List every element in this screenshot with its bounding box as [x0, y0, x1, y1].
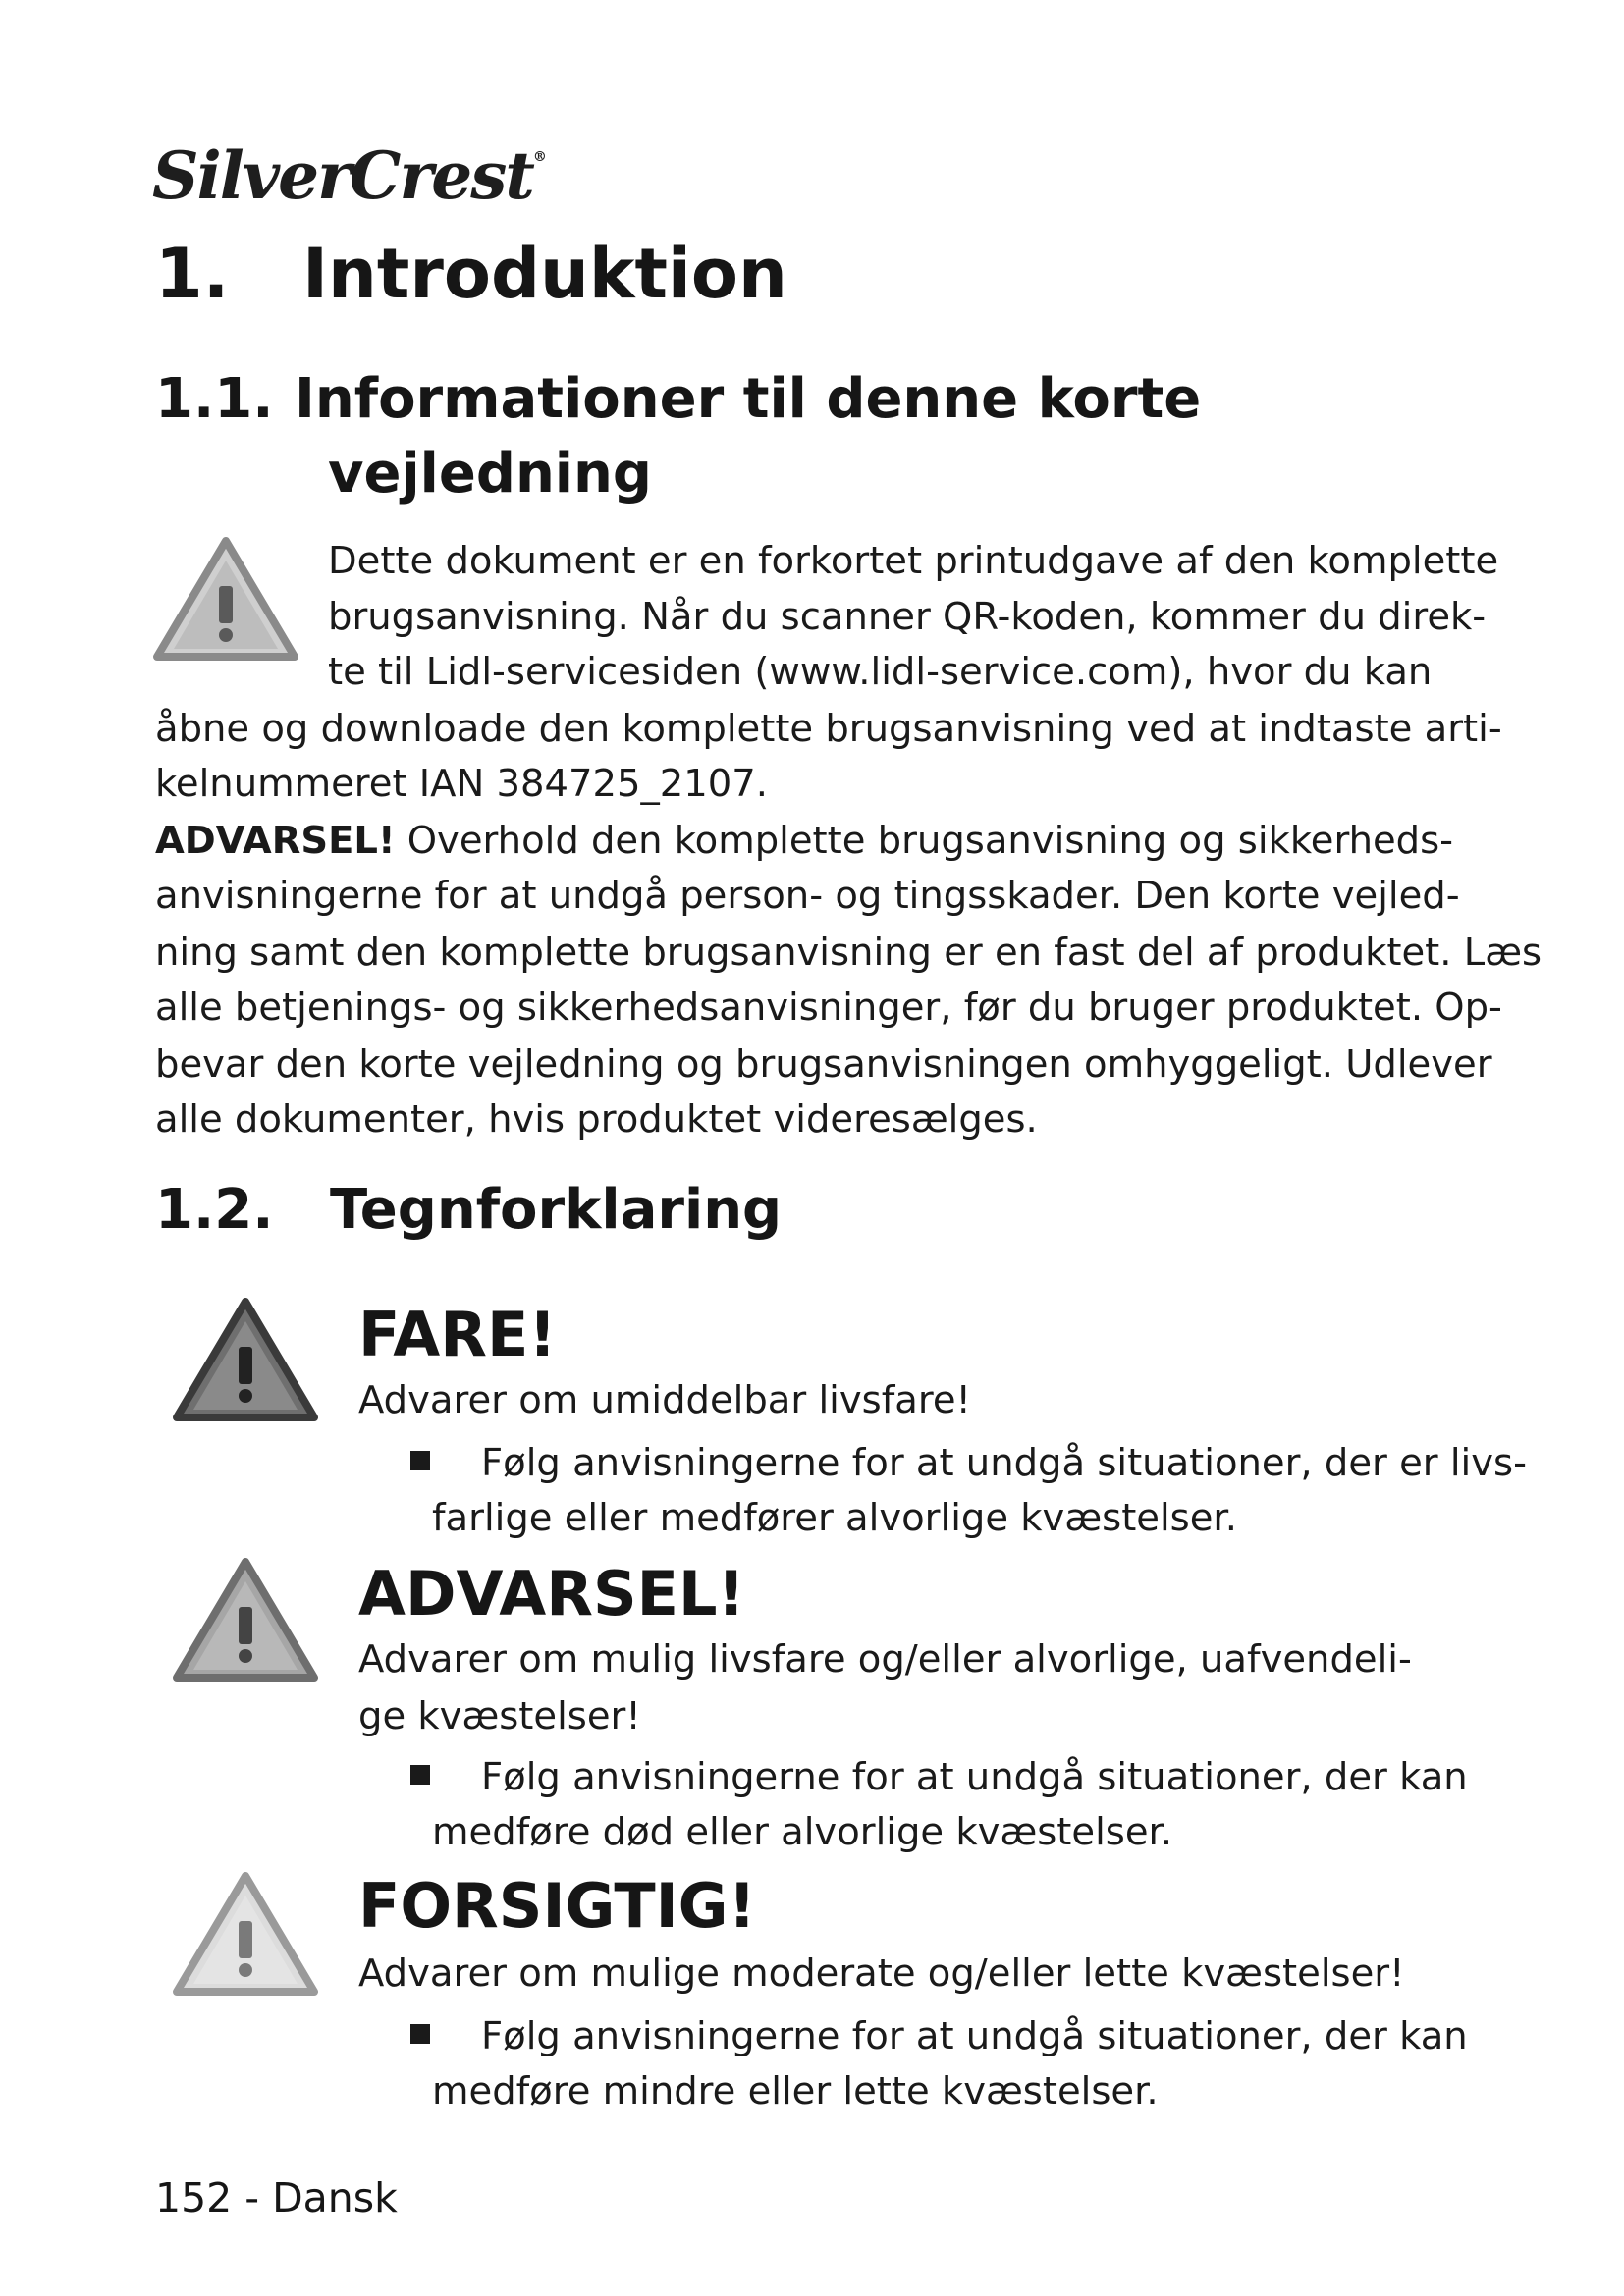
warning-line-2: anvisningerne for at undgå person- og tingsskader. Den korte vejled- — [155, 874, 1460, 918]
warning-line-1 — [155, 813, 1453, 869]
square-bullet-icon — [410, 2024, 430, 2044]
registered-mark: ® — [532, 149, 545, 165]
danger-triangle-icon — [172, 1296, 319, 1423]
signal-desc-fare: Advarer om umiddelbar livsfare! — [358, 1378, 971, 1422]
signal-desc-advarsel-line2: ge kvæstelser! — [358, 1694, 641, 1738]
signal-bullet-forsigtig-line1: Følg anvisningerne for at undgå situationer, der kan — [481, 2014, 1468, 2058]
warning-line-4: alle betjenings- og sikkerhedsanvisninger, før du bruger produktet. Op- — [155, 986, 1502, 1030]
section-1-2-title: Tegnforklaring — [330, 1178, 783, 1242]
intro-line-5: kelnummeret IAN 384725_2107. — [155, 762, 768, 806]
section-1-title: Introduktion — [302, 234, 787, 314]
signal-title-forsigtig: FORSIGTIG! — [358, 1870, 756, 1942]
warning-line-6: alle dokumenter, hvis produktet videresælges. — [155, 1097, 1038, 1142]
warning-line-5: bevar den korte vejledning og brugsanvisningen omhyggeligt. Udlever — [155, 1042, 1492, 1087]
square-bullet-icon — [410, 1451, 430, 1470]
section-1-1-number: 1.1. — [155, 367, 274, 431]
warning-triangle-icon — [152, 535, 299, 663]
section-1-number: 1. — [155, 234, 230, 314]
signal-desc-forsigtig: Advarer om mulige moderate og/eller lette kvæstelser! — [358, 1951, 1405, 1996]
section-1-1-title-line1: Informationer til denne korte — [295, 367, 1202, 431]
section-1-2-heading — [155, 1178, 782, 1242]
signal-bullet-forsigtig-line2: medføre mindre eller lette kvæstelser. — [432, 2069, 1159, 2113]
signal-title-advarsel: ADVARSEL! — [358, 1558, 745, 1629]
section-1-1-title-line2: vejledning — [328, 442, 652, 506]
signal-bullet-advarsel-line2: medføre død eller alvorlige kvæstelser. — [432, 1810, 1173, 1854]
brand-name: SilverCrest — [152, 137, 533, 214]
section-1-1-heading — [155, 367, 1201, 431]
signal-bullet-fare-line1: Følg anvisningerne for at undgå situationer, der er livs- — [481, 1441, 1527, 1485]
intro-line-1: Dette dokument er en forkortet printudgave af den komplette — [328, 539, 1499, 583]
intro-line-4: åbne og downloade den komplette brugsanvisning ved at indtaste arti- — [155, 707, 1502, 751]
page-number: 152 - Dansk — [155, 2174, 398, 2221]
signal-bullet-advarsel-line1: Følg anvisningerne for at undgå situationer, der kan — [481, 1755, 1468, 1799]
signal-bullet-fare-line2: farlige eller medfører alvorlige kvæstelser. — [432, 1496, 1237, 1540]
signal-desc-advarsel-line1: Advarer om mulig livsfare og/eller alvorlige, uafvendeli- — [358, 1637, 1412, 1682]
warning-lead: ADVARSEL! — [155, 819, 396, 863]
section-1-2-number: 1.2. — [155, 1178, 274, 1242]
warning-line-3: ning samt den komplette brugsanvisning er en fast del af produktet. Læs — [155, 931, 1543, 975]
warning-line-1-text: Overhold den komplette brugsanvisning og sikkerheds- — [395, 819, 1454, 863]
intro-line-3: te til Lidl-servicesiden (www.lidl-service.com), hvor du kan — [328, 650, 1433, 694]
signal-title-fare: FARE! — [358, 1299, 557, 1370]
intro-line-2: brugsanvisning. Når du scanner QR-koden, kommer du direk- — [328, 595, 1487, 639]
square-bullet-icon — [410, 1765, 430, 1785]
section-1-heading — [155, 234, 787, 314]
caution-triangle-icon — [172, 1870, 319, 1998]
brand-logo — [152, 137, 545, 214]
warning-triangle-icon — [172, 1556, 319, 1683]
